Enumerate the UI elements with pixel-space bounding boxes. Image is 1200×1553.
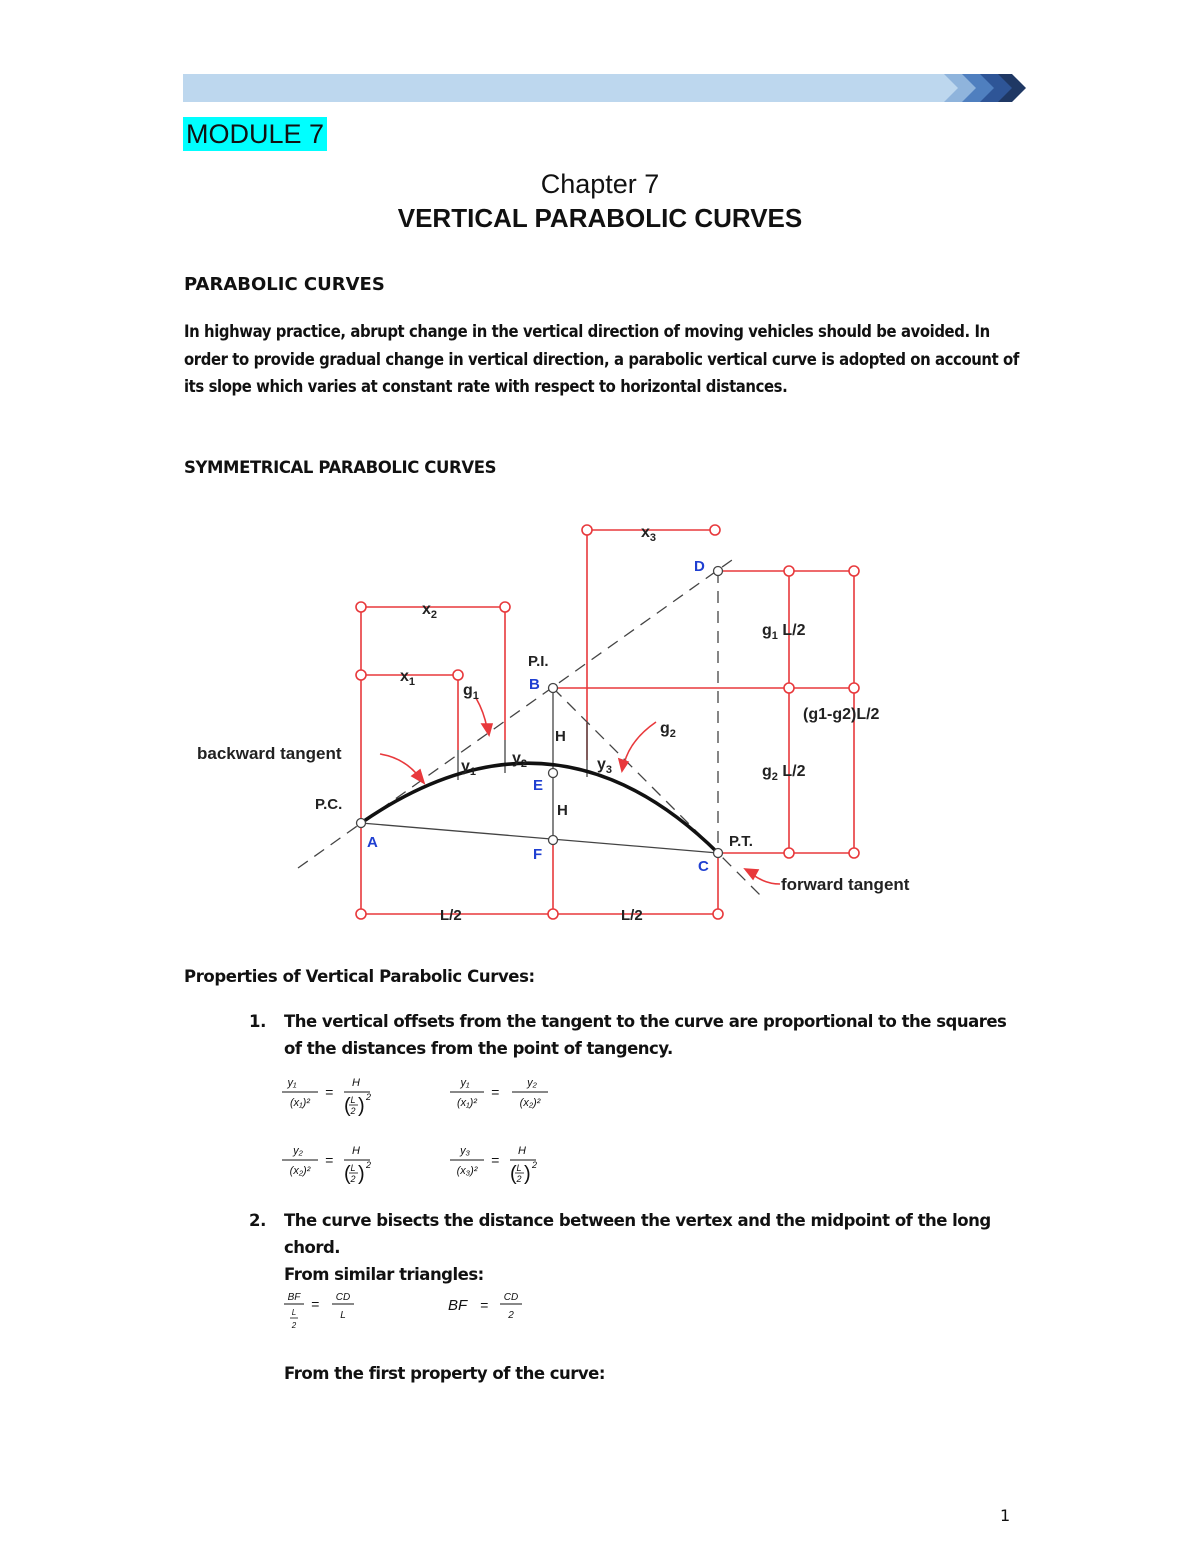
eq3-rnum: H [352,1145,360,1157]
label-g1: $g_1$ [463,682,479,702]
eq2-rnum: y₂ [527,1077,537,1089]
s1-equals: = [311,1296,320,1312]
eq2-den: (x₁)² [457,1097,477,1109]
property-2-text: The curve bisects the distance between the vertex and the midpoint of the long chord. [284,1211,991,1257]
dimension-lines [361,530,854,914]
section-heading-symmetrical: SYMMETRICAL PARABOLIC CURVES [184,458,497,477]
svg-text:): ) [524,1163,531,1185]
curve-points [357,567,723,858]
label-h-top: H [555,728,566,745]
chapter-title: VERTICAL PARABOLIC CURVES [397,203,803,233]
label-y3: $y_3$ [597,756,613,776]
svg-text:(: ( [344,1163,351,1185]
s2-lhs: BF [448,1297,468,1314]
s1-rden: L [340,1310,346,1321]
svg-text:): ) [358,1095,365,1117]
eq3-num: y₂ [293,1145,303,1157]
similar-triangles-text: From similar triangles: [284,1265,484,1284]
eq4-rden-num: L [516,1163,522,1173]
properties-title: Properties of Vertical Parabolic Curves: [184,967,535,986]
module-label: MODULE 7 [183,117,327,151]
label-b: B [529,676,540,693]
label-h-bottom: H [557,802,568,819]
label-y1: $y_1$ [461,758,477,778]
label-pt: P.T. [729,833,753,850]
section-heading-parabolic: PARABOLIC CURVES [184,274,385,295]
label-g1-g2: (g1-g2)L/2 [803,706,880,723]
eq4-exp: 2 [532,1160,538,1170]
svg-text:): ) [358,1163,365,1185]
s1-num: BF [287,1292,301,1303]
eq3-rden-den: 2 [350,1174,356,1184]
intro-paragraph: In highway practice, abrupt change in the vertical direction of moving vehicles should be avoided. In order to provide gradual change in vertical direction, a parabolic vertical curve is adopted on account of its slope which varies at constant rate with respect to horizontal distances. [184,322,1019,396]
label-l2-left: L/2 [440,907,462,924]
proportion-equations [270,1070,590,1200]
svg-text:(: ( [510,1163,517,1185]
svg-text:(: ( [344,1095,351,1117]
label-d: D [694,558,705,575]
eq4-equals: = [491,1152,500,1168]
property-1-text: The vertical offsets from the tangent to the curve are proportional to the squares of the distances from the point of tangency. [284,1012,1007,1058]
eq1-rden-den: 2 [350,1106,356,1116]
eq2-rden: (x₂)² [519,1097,541,1109]
s1-den-num: L [291,1308,297,1317]
label-x3: $x_3$ [641,524,657,544]
label-l2-right: L/2 [621,907,643,924]
eq3-exp: 2 [366,1160,372,1170]
page-number: 1 [1000,1506,1011,1525]
eq4-den: (x₃)² [456,1165,478,1177]
s1-rnum: CD [335,1292,351,1303]
label-pc: P.C. [315,796,343,813]
eq4-rden-den: 2 [516,1174,522,1184]
item-number: 2. [249,1211,266,1230]
label-y2: $y_2$ [512,750,528,770]
label-g2-l2: $g_2$ L/2 [762,763,806,783]
label-backward-tangent: backward tangent [197,744,342,763]
eq1-num: y₁ [287,1077,297,1089]
label-g1-l2: $g_1$ L/2 [762,622,806,642]
s1-den-den: 2 [291,1321,297,1330]
label-x1: $x_1$ [400,668,416,688]
eq1-exp: 2 [366,1092,372,1102]
eq4-rnum: H [518,1145,526,1157]
label-c: C [698,858,709,875]
s2-rnum: CD [503,1292,519,1303]
label-e: E [533,777,544,794]
item-number: 1. [249,1012,266,1031]
s2-rden: 2 [508,1310,514,1321]
dimension-nodes [356,525,859,919]
similar-triangle-equations [280,1288,540,1338]
label-a: A [367,834,378,851]
eq3-equals: = [325,1152,334,1168]
first-property-text: From the first property of the curve: [284,1364,605,1383]
label-pi: P.I. [528,653,549,670]
label-x2: $x_2$ [422,601,438,621]
eq1-rden-num: L [350,1095,356,1105]
eq1-equals: = [325,1084,334,1100]
eq4-num: y₃ [460,1145,470,1157]
chapter-label: Chapter 7 [540,169,660,199]
eq1-rnum: H [352,1077,360,1089]
label-f: F [533,846,543,863]
eq3-den: (x₂)² [289,1165,311,1177]
eq2-num: y₁ [460,1077,470,1089]
label-forward-tangent: forward tangent [781,875,910,894]
s2-equals: = [480,1297,489,1313]
eq2-equals: = [491,1084,500,1100]
eq1-den: (x₁)² [290,1097,310,1109]
eq3-rden-num: L [350,1163,356,1173]
label-g2: $g_2$ [660,720,676,740]
